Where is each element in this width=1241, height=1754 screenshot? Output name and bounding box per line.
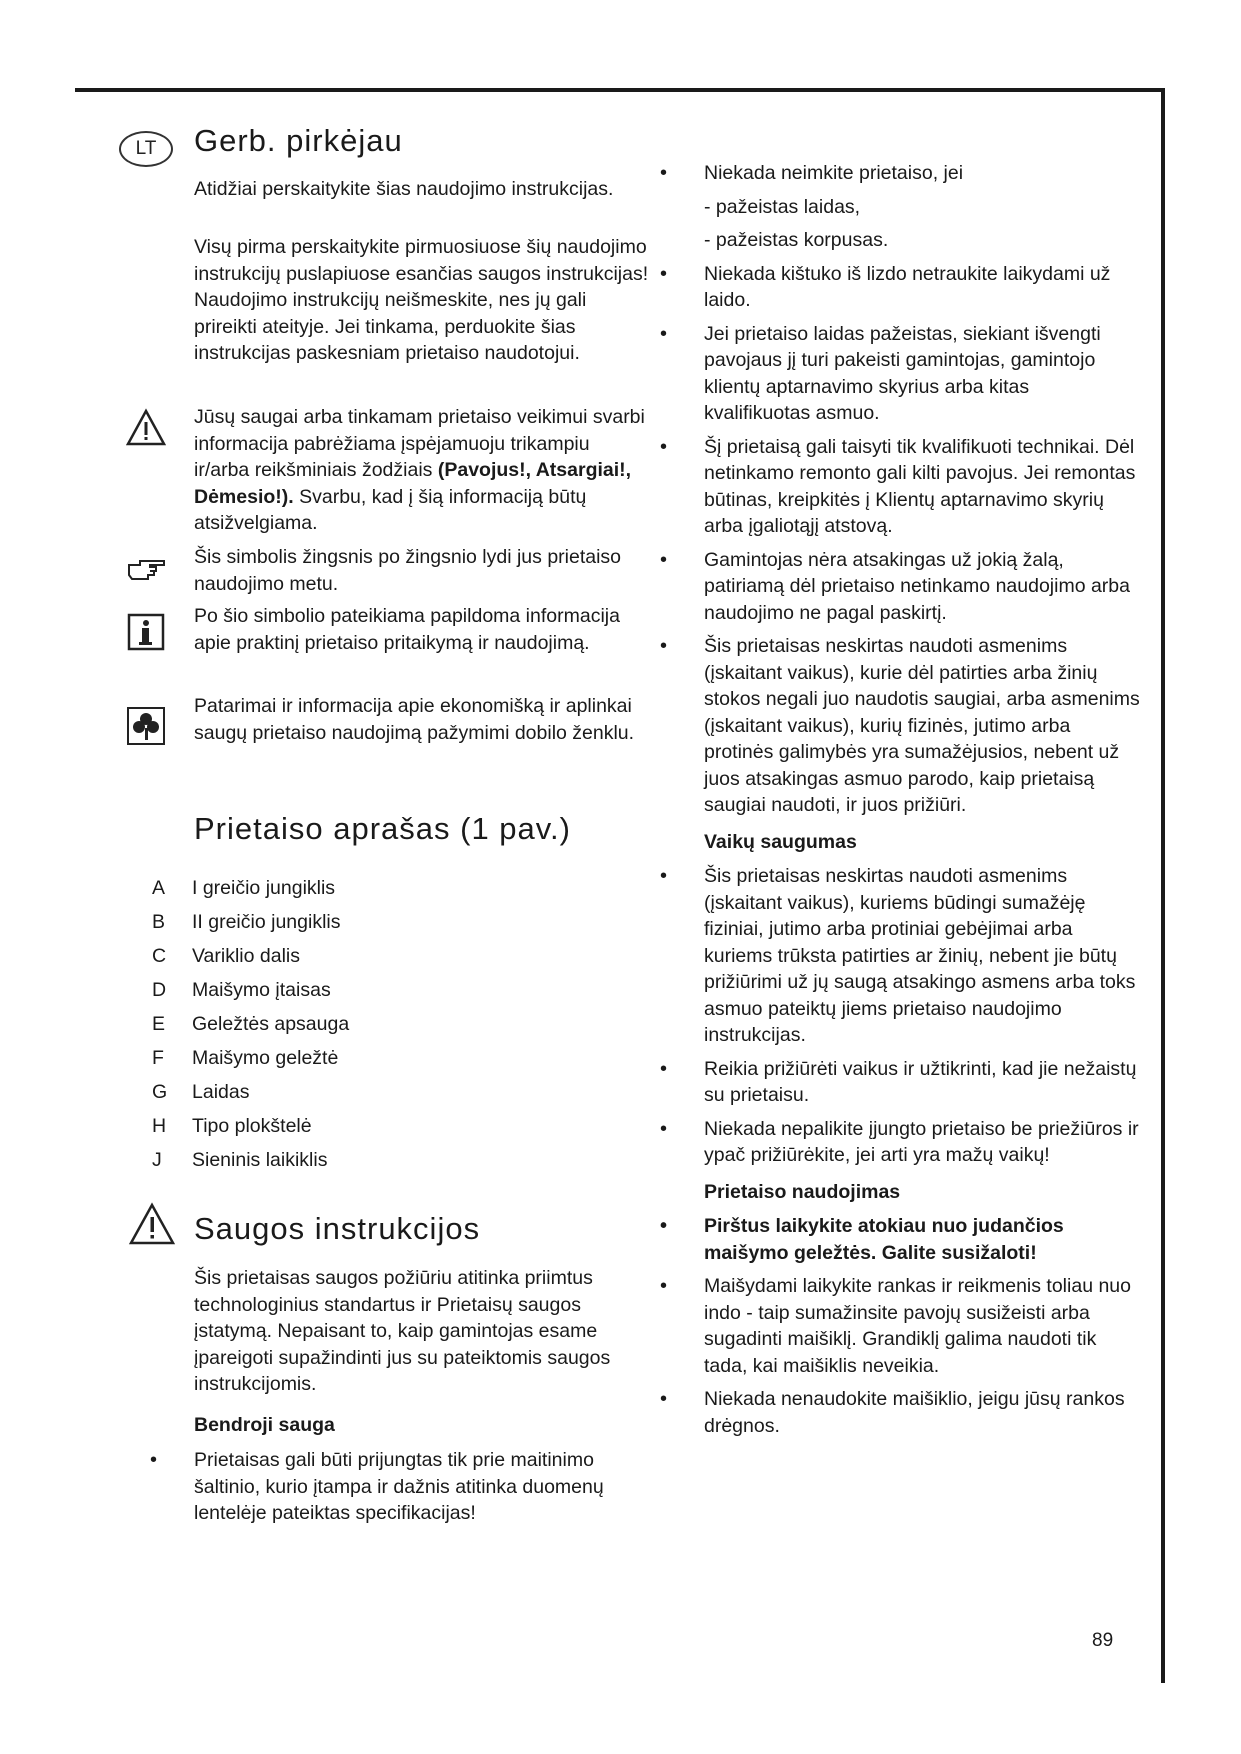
bullet-item: • Šis prietaisas neskirtas naudoti asmenims (įskaitant vaikus), kurie dėl patirties arba žinių stokos negali juo naudotis saugiai, arba asmenims (įskaitant vaikus), kurių fizinės, jutimo arba protinės galimybės yra sumažėjusios, nebent už juos atsakingas asmuo parodo, kaip prietaisą saugiai naudoti, ir juos prižiūri. xyxy=(660,633,1140,819)
bullet-item: • Niekada nepalikite įjungto prietaiso be priežiūros ir ypač prižiūrėkite, jei arti yra mažų vaikų! xyxy=(660,1116,1140,1169)
bullet-item: • Niekada kištuko iš lizdo netraukite laikydami už laido. xyxy=(660,261,1140,314)
right-column xyxy=(660,160,1140,1446)
usage-heading: Prietaiso naudojimas xyxy=(704,1180,901,1203)
info-paragraph: Po šio simbolio pateikiama papildoma informacija apie praktinį prietaiso pritaikymą ir naudojimą. xyxy=(194,605,620,654)
hand-symbol-paragraph: Šis simbolis žingsnis po žingsnio lydi jus prietaiso naudojimo metu. xyxy=(194,546,622,595)
language-badge: LT xyxy=(119,131,173,167)
parts-list-item: G Laidas xyxy=(152,1080,250,1103)
kids-safety-heading: Vaikų saugumas xyxy=(704,830,857,853)
bullet-item: • Šį prietaisą gali taisyti tik kvalifikuoti technikai. Dėl netinkamo remonto gali kilti pavojus. Jei remontas būtinas, kreipkitės į Klientų aptarnavimo skyrių arba įgaliotąjį atstovą. xyxy=(660,434,1140,540)
parts-list-item: C Variklio dalis xyxy=(152,944,301,967)
warning-paragraph: Jūsų saugai arba tinkamam prietaiso veikimui svarbi informacija pabrėžiama įspėjamuoju trikampiu ir/arba reikšminiais žodžiais (Pavojus!, Atsargiai!, Dėmesio!). Svarbu, kad į šią informaciją būtų atsižvelgiama. xyxy=(194,406,645,534)
safety-title: Saugos instrukcijos xyxy=(194,1211,481,1246)
intro-paragraph-2: Visų pirma perskaitykite pirmuosiuose šių naudojimo instrukcijų puslapiuose esančias saugos instrukcijas! Naudojimo instrukcijų neišmeskite, nes jų gali prireikti ateityje. Jei tinkama, perduokite šias instrukcijas paskesniam prietaiso naudotojui. xyxy=(194,236,649,364)
safety-warning-icon xyxy=(128,1202,176,1246)
parts-list-item: A I greičio jungiklis xyxy=(152,876,336,899)
sub-item: - pažeistas korpusas. xyxy=(704,229,889,251)
parts-list-item: F Maišymo geležtė xyxy=(152,1046,339,1069)
parts-list-item: J Sieninis laikiklis xyxy=(152,1148,328,1171)
bullet-item: • Niekada neimkite prietaiso, jei xyxy=(660,160,1140,187)
bullet-item: • Pirštus laikykite atokiau nuo judančios maišymo geležtės. Galite susižaloti! xyxy=(660,1213,1140,1266)
hand-pointer-icon xyxy=(126,555,166,585)
parts-list-item: B II greičio jungiklis xyxy=(152,910,341,933)
bullet-item: • Gamintojas nėra atsakingas už jokią žalą, patiriamą dėl prietaiso netinkamo naudojimo arba naudojimo ne pagal paskirtį. xyxy=(660,547,1140,627)
intro-paragraph-1: Atidžiai perskaitykite šias naudojimo instrukcijas. xyxy=(194,178,614,200)
page-title: Gerb. pirkėjau xyxy=(194,123,403,158)
general-safety-heading: Bendroji sauga xyxy=(194,1414,335,1436)
warning-icon xyxy=(126,408,166,448)
description-title: Prietaiso aprašas (1 pav.) xyxy=(194,811,571,846)
bullet-item: • Maišydami laikykite rankas ir reikmenis toliau nuo indo - taip sumažinsite pavojų susižeisti arba sugadinti maišiklį. Grandiklį galima naudoti tik tada, kai maišiklis neveikia. xyxy=(660,1273,1140,1379)
bullet-item: • Reikia prižiūrėti vaikus ir užtikrinti, kad jie nežaistų su prietaisu. xyxy=(660,1056,1140,1109)
bullet-item: • Niekada nenaudokite maišiklio, jeigu jūsų rankos drėgnos. xyxy=(660,1386,1140,1439)
right-rule xyxy=(1161,88,1165,1683)
top-rule xyxy=(75,88,1164,92)
parts-list-item: E Geležtės apsauga xyxy=(152,1012,350,1035)
parts-list xyxy=(152,871,592,1177)
eco-paragraph: Patarimai ir informacija apie ekonomišką ir aplinkai saugų prietaiso naudojimą pažymimi dobilo ženklu. xyxy=(194,695,635,744)
parts-list-item: H Tipo plokštelė xyxy=(152,1114,312,1137)
info-icon xyxy=(126,612,166,652)
sub-item: - pažeistas laidas, xyxy=(704,195,861,218)
bullet-item: • Šis prietaisas neskirtas naudoti asmenims (įskaitant vaikus), kuriems būdingi sumažėję fiziniai, jutimo arba protiniai gebėjimai arba kuriems trūksta patirties ar žinių, nebent jie būtų prižiūrimi už jų saugą atsakingo asmens arba toks asmuo pateiktų jiems prietaiso naudojimo instrukcijas. xyxy=(660,863,1140,1049)
parts-list-item: D Maišymo įtaisas xyxy=(152,978,331,1001)
warning-keywords: (Pavojus!, Atsargiai!, Dėmesio!). xyxy=(194,459,632,508)
general-safety-bullet: • Prietaisas gali būti prijungtas tik prie maitinimo šaltinio, kurio įtampa ir dažnis atitinka duomenų lentelėje pateiktas specifikacijas! xyxy=(150,1447,650,1534)
clover-icon xyxy=(126,706,166,746)
page-number: 89 xyxy=(1092,1630,1114,1651)
bullet-item: • Jei prietaiso laidas pažeistas, siekiant išvengti pavojaus jį turi pakeisti gamintojas, gamintojo klientų aptarnavimo skyrius arba kitas kvalifikuotas asmuo. xyxy=(660,321,1140,427)
safety-intro-paragraph: Šis prietaisas saugos požiūriu atitinka priimtus technologinius standartus ir Prietaisų saugos įstatymą. Nepaisant to, kaip gamintojas esame įpareigoti supažindinti jus su pateiktomis saugos instrukcijomis. xyxy=(194,1267,611,1395)
